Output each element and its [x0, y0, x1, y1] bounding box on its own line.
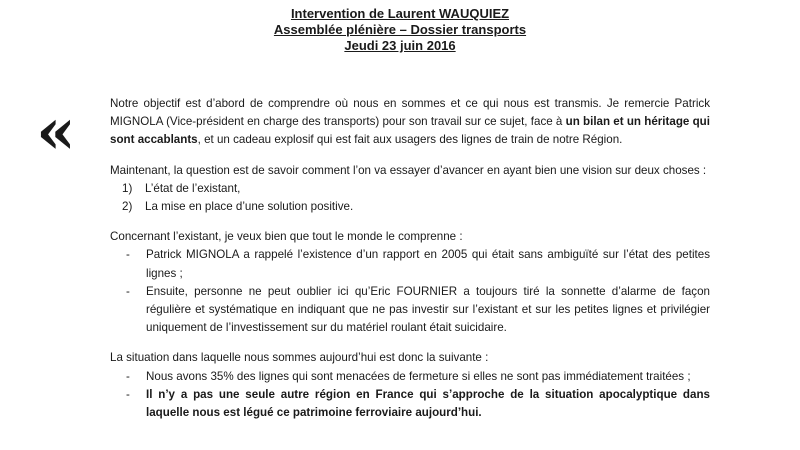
- list-item-text: Ensuite, personne ne peut oublier ici qu’Eric FOURNIER a toujours tiré la sonnette d’alarme de façon régulière et systématique en indiquant que ne pas investir sur l’existant et sur les petites lignes et privilégier uniquement de l’investissement sur du matériel roulant était suicidaire.: [146, 284, 710, 335]
- list-dash: -: [126, 248, 130, 262]
- list-item-text-bold: Il n’y a pas une seule autre région en France qui s’approche de la situation apocalyptique dans laquelle nous est légué ce patrimoine ferroviaire aujourd’hui.: [146, 387, 710, 420]
- speech-body: [110, 95, 710, 422]
- list-item: [110, 198, 710, 216]
- opening-quote-mark: «: [36, 94, 76, 169]
- list-number: 1): [122, 181, 133, 195]
- dash-list-existing: [110, 246, 710, 337]
- document-header: [0, 6, 800, 54]
- list-number: 2): [122, 200, 133, 214]
- list-dash: -: [126, 284, 130, 298]
- list-item-text: Patrick MIGNOLA a rappelé l’existence d’un rapport en 2005 qui était sans ambiguïté sur l’état des petites lignes ;: [146, 248, 710, 280]
- numbered-list: [110, 180, 710, 216]
- paragraph-existing: Concernant l’existant, je veux bien que tout le monde le comprenne :: [110, 230, 463, 244]
- list-item: [110, 246, 710, 282]
- paragraph-intro: [110, 95, 710, 150]
- list-item: [110, 368, 710, 386]
- list-item-text: La mise en place d’une solution positive.: [145, 200, 354, 214]
- list-dash: -: [126, 369, 130, 383]
- paragraph-question: Maintenant, la question est de savoir comment l’on va essayer d’avancer en ayant bien une vision sur deux choses :: [110, 163, 707, 177]
- list-dash: -: [126, 387, 130, 401]
- header-title: Intervention de Laurent WAUQUIEZ: [290, 6, 510, 21]
- header-subtitle: Assemblée plénière – Dossier transports: [273, 22, 527, 37]
- dash-list-situation: [110, 368, 710, 423]
- paragraph-intro-text-b: , et un cadeau explosif qui est fait aux usagers des lignes de train de notre Région.: [197, 133, 623, 147]
- list-item-text: Nous avons 35% des lignes qui sont menacées de fermeture si elles ne sont pas immédiatement traitées ;: [146, 369, 691, 383]
- header-date: Jeudi 23 juin 2016: [344, 38, 456, 53]
- list-item: [110, 283, 710, 338]
- list-item: [110, 386, 710, 422]
- list-item-text: L’état de l’existant,: [145, 181, 241, 195]
- paragraph-situation: La situation dans laquelle nous sommes aujourd’hui est donc la suivante :: [110, 351, 489, 365]
- list-item: [110, 180, 710, 198]
- paragraph-intro-bold: un bilan et un héritage qui sont accablants: [110, 115, 710, 147]
- paragraph-intro-text-a: Notre objectif est d’abord de comprendre où nous en sommes et ce qui nous est transmis. Je remercie Patrick MIGNOLA (Vice-président en charge des transports) pour son travail sur ce sujet, face à: [110, 97, 710, 129]
